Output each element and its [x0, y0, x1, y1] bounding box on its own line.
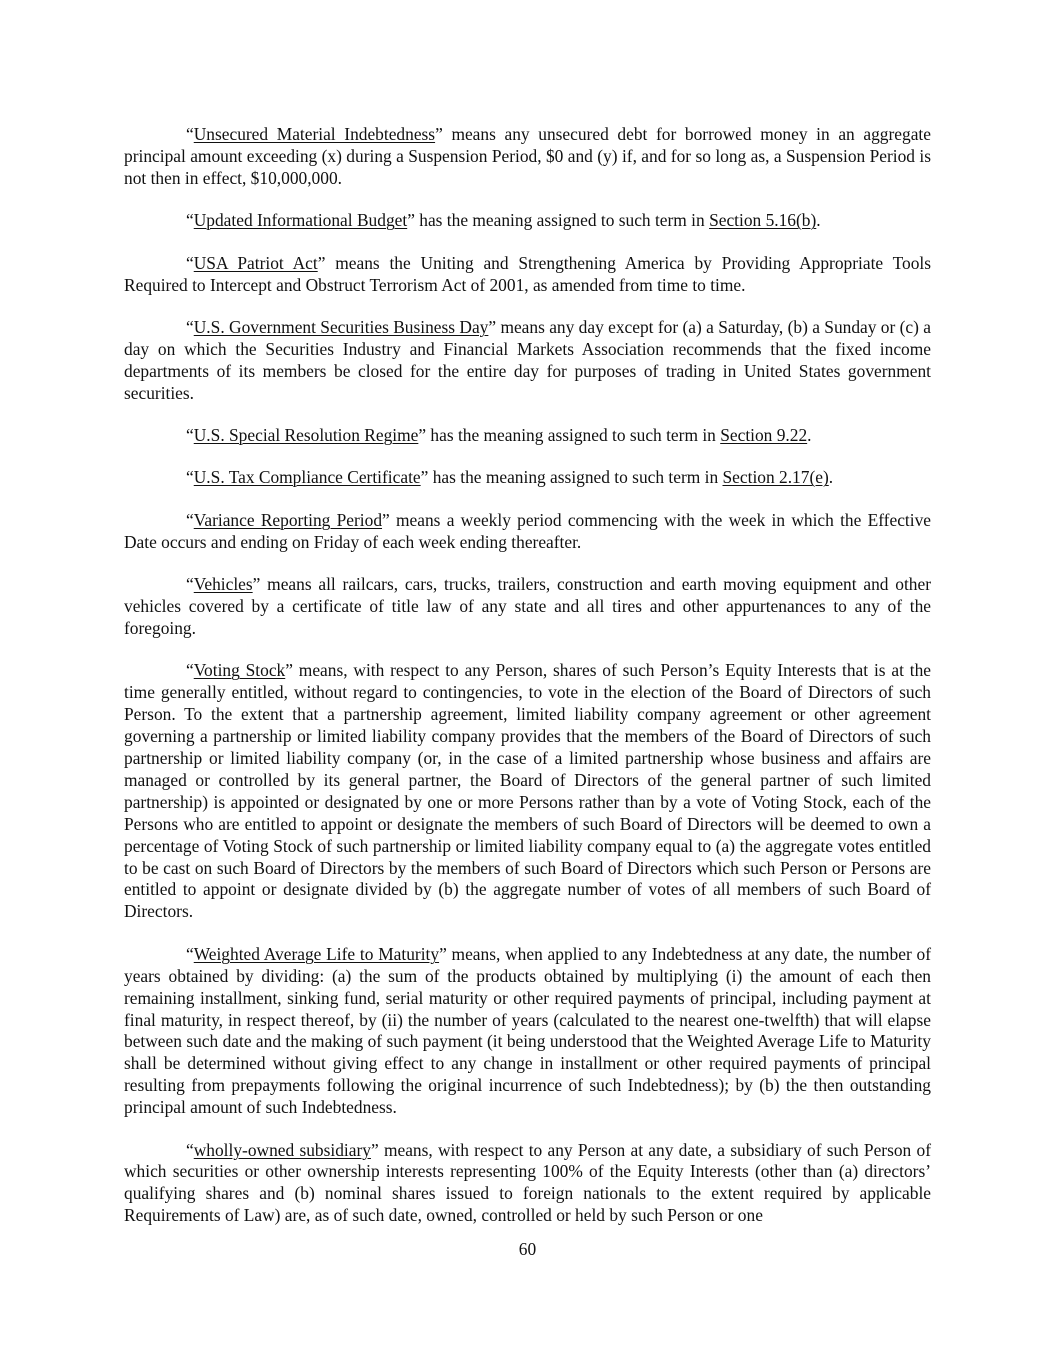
- open-quote: “: [186, 509, 194, 530]
- definition-text: ” means, when applied to any Indebtedness at any date, the number of years obtained by dividing: (a) the sum of the products obtained by multiplying (i) the amount of each then remaining installment, sinking fund, serial maturity or other required payments of principal, including payment at final maturity, in respect thereof, by (ii) the number of years (calculated to the nearest one-twelfth) that will elapse between such date and the making of such payment (it being understood that the Weighted Average Life to Maturity shall be determined without giving effect to any change in installment or other required payments of principal resulting from prepayments following the original incurrence of such Indebtedness); by (b) the then outstanding principal amount of such Indebtedness.: [124, 943, 931, 1118]
- definition-end: .: [807, 425, 812, 446]
- definition-updated-informational-budget: [124, 210, 931, 232]
- definition-us-government-securities-business-day: [124, 317, 931, 405]
- definition-end: .: [816, 210, 821, 231]
- definition-vehicles: [124, 574, 931, 640]
- open-quote: “: [186, 124, 194, 144]
- definition-text: ” means any day except for (a) a Saturday, (b) a Sunday or (c) a day on which the Securities Industry and Financial Markets Association recommends that the fixed income departments of its members be closed for the entire day for purposes of trading in United States government securities.: [124, 316, 931, 403]
- definition-text: ” has the meaning assigned to such term in: [420, 467, 723, 488]
- defined-term: Weighted Average Life to Maturity: [193, 943, 440, 964]
- defined-term: U.S. Tax Compliance Certificate: [193, 467, 421, 488]
- open-quote: “: [186, 252, 194, 273]
- definition-text: ” means, with respect to any Person, shares of such Person’s Equity Interests that is at the time generally entitled, without regard to contingencies, to vote in the election of the Board of Directors of such Person. To the extent that a partnership agreement, limited liability company agreement or other agreement governing a partnership or limited liability company provides that the members of the Board of Directors of such partnership or limited liability company (or, in the case of a limited partnership whose business and affairs are managed or controlled by its general partner, the Board of Directors of the general partner of such limited partnership) is appointed or designated by one or more Persons rather than by a vote of Voting Stock, each of the Persons who are entitled to appoint or designate the members of such Board of Directors will be deemed to own a percentage of Voting Stock of such partnership or limited liability company equal to (a) the aggregate votes entitled to be cast on such Board of Directors by the members of such Board of Directors which such Person or Persons are entitled to appoint or designate divided by (b) the aggregate number of votes of all members of such Board of Directors.: [124, 660, 931, 922]
- open-quote: “: [186, 660, 194, 681]
- document-page: [124, 124, 931, 1248]
- defined-term: Vehicles: [193, 574, 253, 595]
- definition-us-tax-compliance-certificate: [124, 467, 931, 489]
- section-reference: Section 9.22: [720, 425, 808, 446]
- defined-term: Variance Reporting Period: [193, 509, 383, 530]
- definition-text: ” means, with respect to any Person at any date, a subsidiary of such Person of which securities or other ownership interests representing 100% of the Equity Interests (other than (a) directors’ qualifying shares and (b) nominal shares issued to foreign nationals to the extent required by applicable Requirements of Law) are, as of such date, owned, controlled or held by such Person or one: [124, 1139, 931, 1226]
- open-quote: “: [186, 943, 194, 964]
- section-reference: Section 5.16(b): [709, 210, 817, 231]
- definition-us-special-resolution-regime: [124, 425, 931, 447]
- definition-text: ” means a weekly period commencing with the week in which the Effective Date occurs and ending on Friday of each week ending thereafter.: [124, 509, 931, 552]
- definition-end: .: [828, 467, 834, 488]
- open-quote: “: [186, 316, 194, 337]
- definition-voting-stock: [124, 660, 931, 923]
- defined-term: USA Patriot Act: [193, 252, 318, 273]
- defined-term: Unsecured Material Indebtedness: [193, 124, 436, 144]
- section-reference: Section 2.17(e): [722, 467, 829, 488]
- definition-text: ” means the Uniting and Strengthening America by Providing Appropriate Tools Required to Intercept and Obstruct Terrorism Act of 2001, as amended from time to time.: [124, 252, 932, 295]
- defined-term: Updated Informational Budget: [193, 210, 408, 231]
- open-quote: “: [186, 210, 194, 231]
- defined-term: U.S. Government Securities Business Day: [193, 316, 489, 337]
- open-quote: “: [186, 574, 194, 595]
- defined-term: wholly-owned subsidiary: [193, 1139, 371, 1160]
- definition-variance-reporting-period: [124, 510, 931, 554]
- page-number: 60: [518, 1239, 537, 1259]
- definition-text: ” has the meaning assigned to such term in: [418, 425, 721, 446]
- definition-weighted-average-life-to-maturity: [124, 944, 931, 1119]
- open-quote: “: [186, 1139, 194, 1160]
- definition-text: ” means any unsecured debt for borrowed money in an aggregate principal amount exceeding (x) during a Suspension Period, $0 and (y) if, and for so long as, a Suspension Period is not then in effect, $10,000,000.: [124, 124, 931, 188]
- open-quote: “: [186, 467, 194, 488]
- definition-wholly-owned-subsidiary: [124, 1140, 931, 1228]
- definition-text: ” has the meaning assigned to such term in: [407, 210, 710, 231]
- defined-term: Voting Stock: [193, 660, 286, 681]
- open-quote: “: [186, 425, 194, 446]
- definition-usa-patriot-act: [124, 253, 931, 297]
- defined-term: U.S. Special Resolution Regime: [193, 425, 419, 446]
- definition-unsecured-material-indebtedness: [124, 124, 931, 190]
- definition-text: ” means all railcars, cars, trucks, trailers, construction and earth moving equipment and other vehicles covered by a certificate of title law of any state and all tires and other appurtenances to any of the foregoing.: [124, 574, 931, 638]
